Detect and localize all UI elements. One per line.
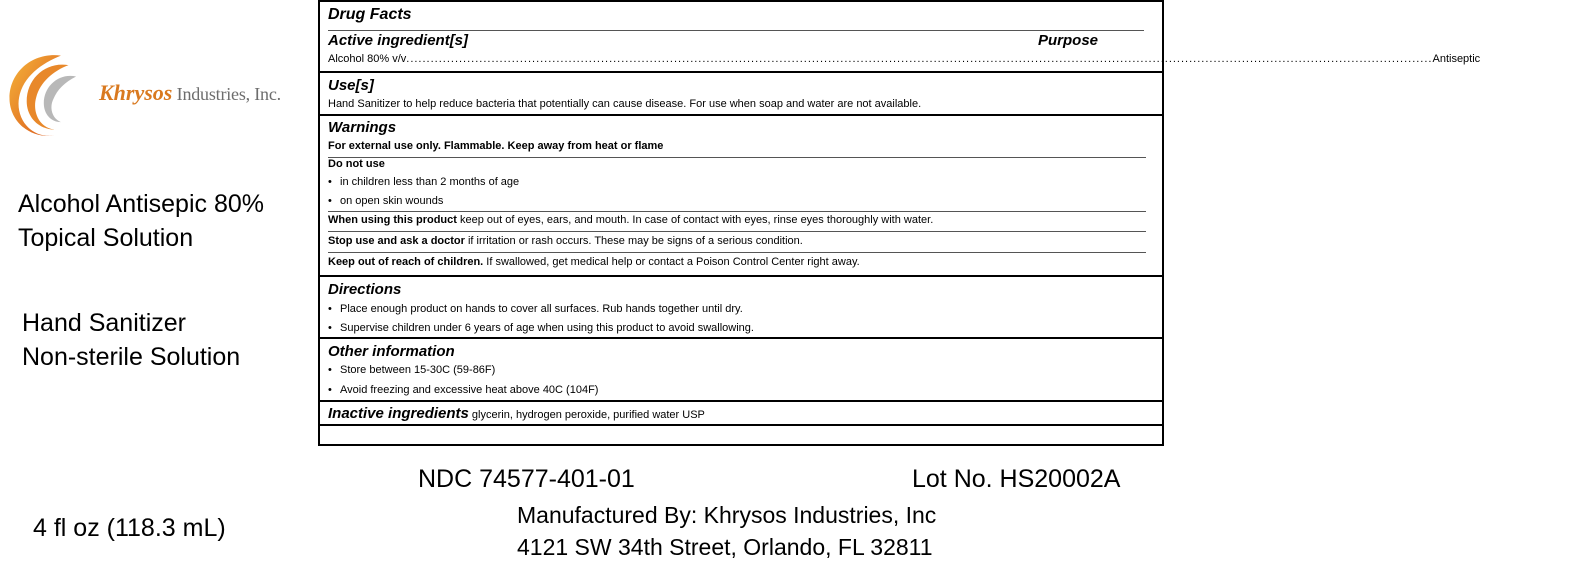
- stop-use-row: [328, 235, 1154, 248]
- section-divider: [320, 114, 1162, 116]
- section-divider: [320, 337, 1162, 339]
- inactive-row: [328, 405, 1154, 423]
- stop-use-text: if irritation or rash occurs. These may be signs of a serious condition.: [464, 235, 803, 247]
- product-name-line1: Alcohol Antisepic 80%: [18, 190, 264, 218]
- section-divider: [320, 71, 1162, 73]
- keep-out-text: If swallowed, get medical help or contact a Poison Control Center right away.: [483, 256, 860, 268]
- warnings-external: For external use only. Flammable. Keep away from heat or flame: [328, 140, 664, 152]
- inactive-text: glycerin, hydrogen peroxide, purified water USP: [468, 409, 705, 421]
- lot-number: Lot No. HS20002A: [912, 465, 1121, 493]
- uses-text: Hand Sanitizer to help reduce bacteria that potentially can cause disease. For use when soap and water are not available.: [328, 98, 922, 110]
- other-info-header: Other information: [328, 343, 455, 360]
- section-divider: [320, 275, 1162, 277]
- company-name: [99, 80, 281, 106]
- company-logo: [2, 42, 312, 152]
- section-divider: [320, 424, 1162, 426]
- drug-facts-panel: [318, 0, 1481, 446]
- divider: [328, 231, 1146, 232]
- active-ingredient-row: [328, 53, 1481, 66]
- drug-facts-title: Drug Facts: [328, 6, 412, 23]
- swirl-logo-icon: [2, 48, 97, 143]
- volume: 4 fl oz (118.3 mL): [33, 514, 226, 542]
- product-name-line2: Topical Solution: [18, 224, 194, 252]
- dotted-leader: .............................................................................................................................................................................................................................................................: [406, 53, 1433, 65]
- company-brand: Khrysos: [99, 80, 173, 105]
- product-name-line4: Non-sterile Solution: [22, 343, 241, 371]
- when-using-text: keep out of eyes, ears, and mouth. In case of contact with eyes, rinse eyes thoroughly with water.: [456, 214, 934, 226]
- ndc-number: NDC 74577-401-01: [418, 465, 635, 493]
- section-divider: [320, 400, 1162, 402]
- directions-item: • Supervise children under 6 years of age when using this product to avoid swallowing.: [328, 322, 1154, 335]
- do-not-use-item: • on open skin wounds: [328, 195, 1154, 208]
- active-ingredient-header: Active ingredient[s]: [328, 32, 469, 49]
- manufacturer-line1: Manufactured By: Khrysos Industries, Inc: [517, 502, 937, 528]
- keep-out-label: Keep out of reach of children.: [328, 256, 484, 268]
- stop-use-label: Stop use and ask a doctor: [328, 235, 465, 247]
- when-using-label: When using this product: [328, 214, 457, 226]
- keep-out-row: [328, 256, 1154, 269]
- purpose-header: Purpose: [1037, 32, 1098, 49]
- directions-header: Directions: [328, 281, 402, 298]
- purpose-value: Antiseptic: [1432, 53, 1481, 65]
- product-name-line3: Hand Sanitizer: [22, 309, 186, 337]
- other-info-item: • Avoid freezing and excessive heat above 40C (104F): [328, 384, 1154, 397]
- manufacturer-address: 4121 SW 34th Street, Orlando, FL 32811: [517, 534, 933, 560]
- active-ingredient-value: Alcohol 80% v/v: [328, 53, 407, 65]
- divider: [328, 211, 1146, 212]
- warnings-header: Warnings: [328, 119, 397, 136]
- other-info-item: • Store between 15-30C (59-86F): [328, 364, 1154, 377]
- uses-header: Use[s]: [328, 77, 374, 94]
- divider: [328, 252, 1146, 253]
- do-not-use-header: Do not use: [328, 158, 385, 170]
- do-not-use-item: • in children less than 2 months of age: [328, 176, 1154, 189]
- divider: [328, 30, 1144, 31]
- company-suffix: Industries, Inc.: [172, 84, 281, 104]
- directions-item: • Place enough product on hands to cover all surfaces. Rub hands together until dry.: [328, 303, 1154, 316]
- inactive-header: Inactive ingredients: [328, 405, 469, 422]
- when-using-row: [328, 214, 1154, 227]
